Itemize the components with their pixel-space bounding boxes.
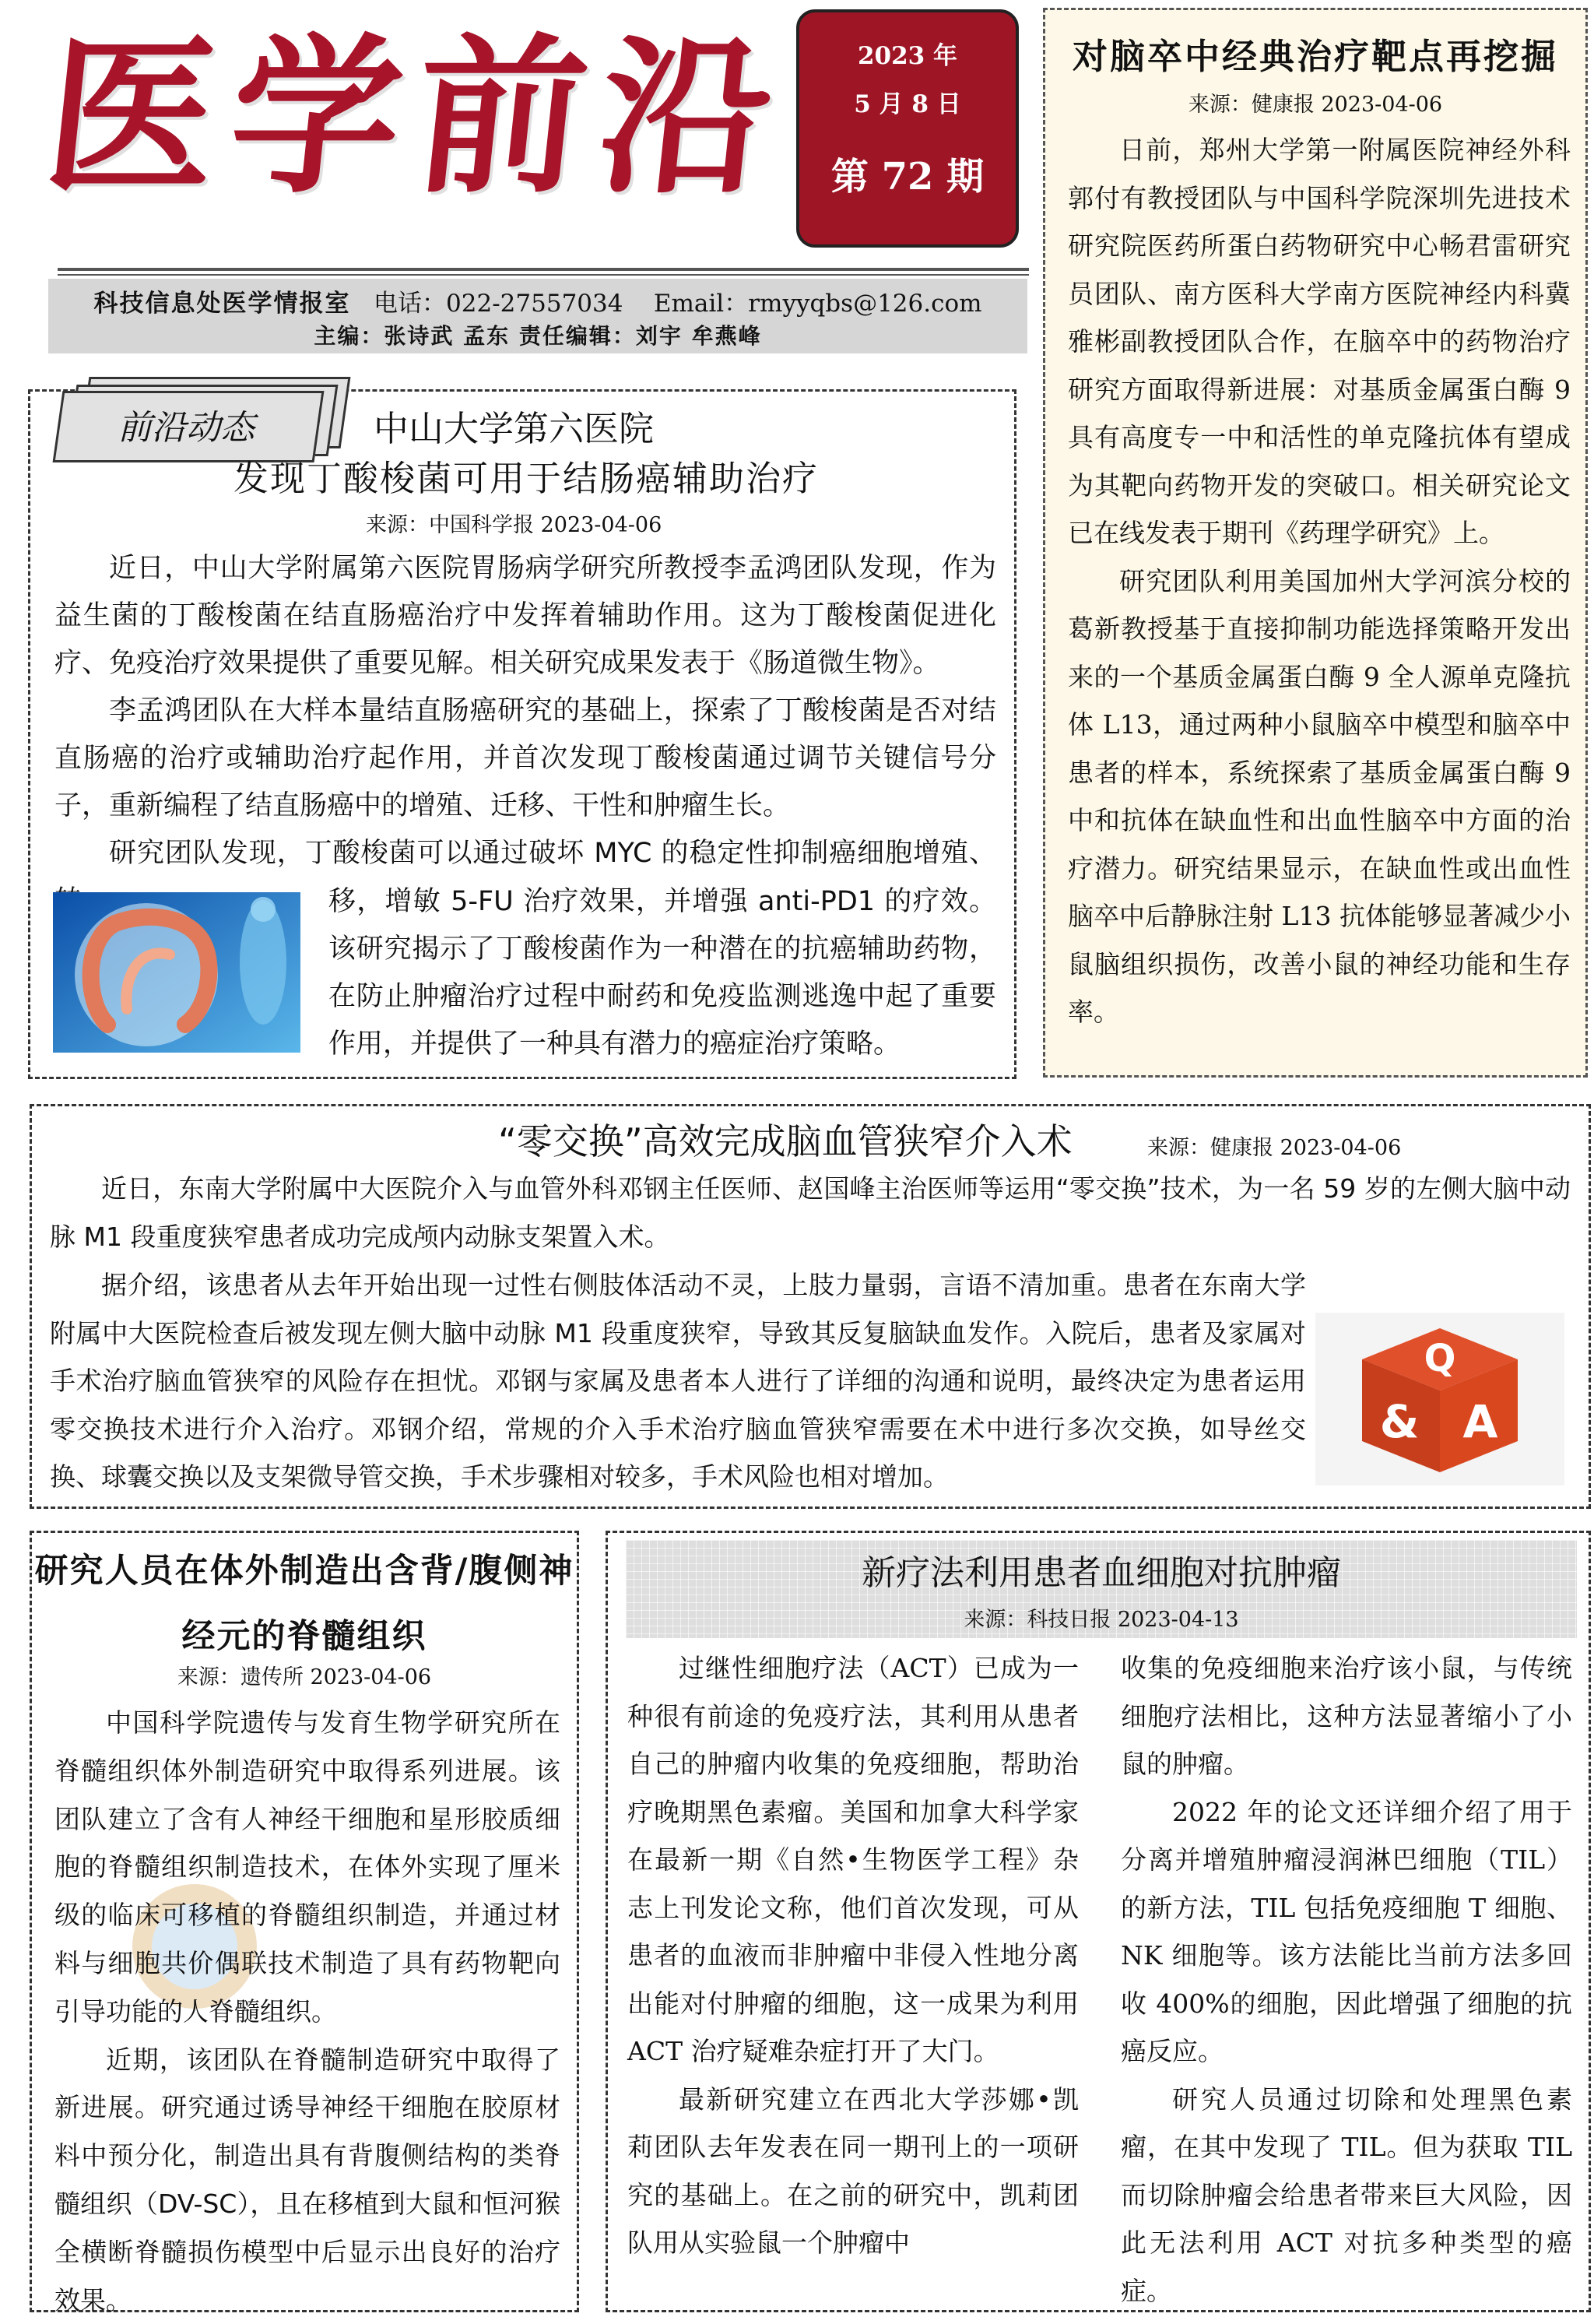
issue-date: 5 月 8 日 (854, 90, 961, 118)
paragraph: 日前，郑州大学第一附属医院神经外科郭付有教授团队与中国科学院深圳先进技术研究院医药所蛋白药物研究中心畅君雷研究员团队、南方医科大学南方医院神经内科冀雅彬副教授团队合作，在脑卒中的药物治疗研究方面取得新进展：对基质金属蛋白酶 9 具有高度专一中和活性的单克隆抗体有望成为其靶向药物开发的突破口。相关研究论文已在线发表于期刊《药理学研究》上。 (1068, 135, 1571, 548)
article-source: 来源：科技日报 2023-04-13 (964, 1608, 1239, 1632)
paragraph (50, 1165, 1571, 1260)
paragraph: 李孟鸿团队在大样本量结直肠癌研究的基础上，探索了丁酸梭菌是否对结直肠癌的治疗或辅助治疗起作用，并首次发现丁酸梭菌通过调节关键信号分子，重新编程了结直肠癌中的增殖、迁移、干性和肿瘤生长。 (54, 695, 996, 821)
issue-year: 2023 年 (857, 42, 958, 70)
article-title: “零交换”高效完成脑血管狭窄介入术 (498, 1120, 1073, 1162)
issue-badge (796, 9, 1019, 248)
editors-line: 主编：张诗武 孟东 责任编辑：刘宇 牟燕峰 (314, 323, 762, 349)
paragraph: 2022 年的论文还详细介绍了用于分离并增殖肿瘤浸润淋巴细胞（TIL）的新方法，TIL 包括免疫细胞 T 细胞、NK 细胞等。该方法能比当前方法多回收 400%的细胞，因此增强了细胞的抗癌反应。 (1121, 1796, 1572, 2066)
paragraph: 最新研究建立在西北大学莎娜•凯莉团队去年发表在同一期刊上的一项研究的基础上。在之前的研究中，凯莉团队用从实验鼠一个肿瘤中 (627, 2083, 1079, 2258)
paragraph: 近期，该团队在脊髓制造研究中取得了新进展。研究通过诱导神经干细胞在胶原材料中预分化，制造出具有背腹侧结构的类脊髓组织（DV-SC），且在移植到大鼠和恒河猴全横断脊髓损伤模型中后显示出良好的治疗效果。 (54, 2044, 560, 2315)
section-tag-label: 前沿动态 (118, 408, 255, 448)
article-column (1121, 1644, 1572, 2315)
contact-bar (48, 279, 1027, 353)
article-body (54, 1699, 560, 2324)
dice-letter: A (1462, 1395, 1498, 1448)
article-column (627, 1644, 1079, 2267)
masthead-char: 学 (220, 17, 412, 216)
paragraph: 中国科学院遗传与发育生物学研究所在脊髓组织体外制造研究中取得系列进展。该团队建立了含有人神经干细胞和星形胶质细胞的脊髓组织制造技术，在体外实现了厘米级的临床可移植的脊髓组织制造，并通过材料与细胞共价偶联技术制造了具有药物靶向引导功能的人脊髓组织。 (54, 1707, 560, 2027)
article-source: 来源：健康报 2023-04-06 (1188, 93, 1443, 117)
paragraph-text: 近日，东南大学附属中大医院介入与血管外科邓钢主任医师、赵国峰主治医师等运用“零交换”技术，为一名 59 岁的左侧大脑中动脉 M1 段重度狭窄患者成功完成颅内动脉支架置入术。 (50, 1173, 1571, 1252)
email-text: Email：rmyyqbs@126.com (653, 290, 982, 318)
paragraph: 研究团队发现，丁酸梭菌可以通过破坏 MYC 的稳定性抑制癌细胞增殖、 (109, 838, 996, 869)
masthead-char: 前 (406, 17, 597, 216)
article-title: 发现丁酸梭菌可用于结肠癌辅助治疗 (233, 458, 820, 499)
dice-letter: & (1379, 1395, 1420, 1448)
office-label: 科技信息处医学情报室 (93, 290, 351, 318)
article-title: 新疗法利用患者血细胞对抗肿瘤 (862, 1553, 1341, 1593)
article-source: 来源：中国科学报 2023-04-06 (366, 513, 662, 537)
article-title: 中山大学第六医院 (374, 408, 655, 449)
masthead-rule (58, 268, 1029, 271)
paragraph: 研究人员通过切除和处理黑色素瘤，在其中发现了 TIL。但为获取 TIL 而切除肿瘤会给患者带来巨大风险，因此无法利用 ACT 对抗多种类型的癌症。 (1121, 2083, 1572, 2306)
paragraph: 研究团队利用美国加州大学河滨分校的葛新教授基于直接抑制功能选择策略开发出来的一个基质金属蛋白酶 9 全人源单克隆抗体 L13，通过两种小鼠脑卒中模型和脑卒中患者的样本，系统探索了基质金属蛋白酶 9 中和抗体在缺血性和出血性脑卒中方面的治疗潜力。研究结果显示，在缺血性或出血性脑卒中后静脉注射 L13 抗体能够显著减少小鼠脑组织损伤，改善小鼠的神经功能和生存率。 (1068, 565, 1571, 1027)
article-body (1068, 126, 1571, 1036)
masthead-char: 医 (36, 17, 227, 216)
dice-letter: Q (1424, 1337, 1456, 1380)
paragraph: 收集的免疫细胞来治疗该小鼠，与传统细胞疗法相比，这种方法显著缩小了小鼠的肿瘤。 (1121, 1653, 1572, 1779)
masthead-char: 沿 (590, 17, 781, 216)
phone-text: 电话：022-27557034 (374, 290, 623, 318)
issue-number: 第 72 期 (830, 155, 985, 199)
article-source: 来源：健康报 2023-04-06 (1147, 1136, 1402, 1160)
paragraph: 近日，中山大学附属第六医院胃肠病学研究所教授李孟鸿团队发现，作为益生菌的丁酸梭菌在结直肠癌治疗中发挥着辅助作用。这为丁酸梭菌促进化疗、免疫治疗效果提供了重要见解。相关研究成果发表于《肠道微生物》。 (54, 553, 996, 679)
paragraph-text: 据介绍，该患者从去年开始出现一过性右侧肢体活动不灵，上肢力量弱，言语不清加重。患者在东南大学附属中大医院检查后被发现左侧大脑中动脉 M1 段重度狭窄，导致其反复脑缺血发作。入院后，患者及家属对手术治疗脑血管狭窄的风险存在担忧。邓钢与家属及患者本人进行了详细的沟通和说明，最终决定为患者运用零交换技术进行介入治疗。邓钢介绍，常规的介入手术治疗脑血管狭窄需要在术中进行多次交换，如导丝交换、球囊交换以及支架微导管交换，手术步骤相对较多，手术风险也相对增加。 (50, 1270, 1306, 1492)
article-body (54, 545, 996, 925)
qa-dice-icon (1315, 1313, 1564, 1485)
colon-anatomy-icon (53, 892, 300, 1053)
article-title: 对脑卒中经典治疗靶点再挖掘 (1072, 36, 1558, 77)
article-title: 研究人员在体外制造出含背/腹侧神经元的脊髓组织 (34, 1552, 574, 1656)
masthead-rule (58, 274, 1029, 276)
masthead-title (34, 0, 783, 234)
article-source: 来源：遗传所 2023-04-06 (177, 1665, 432, 1689)
paragraph: 过继性细胞疗法（ACT）已成为一种很有前途的免疫疗法，其利用从患者自己的肿瘤内收集的免疫细胞，帮助治疗晚期黑色素瘤。美国和加拿大科学家在最新一期《自然•生物医学工程》杂志上刊发论文称，他们首次发现，可从患者的血液而非肿瘤中非侵入性地分离出能对付肿瘤的细胞，这一成果为利用 ACT 治疗疑难杂症打开了大门。 (627, 1653, 1079, 2066)
paragraph: 移，增敏 5-FU 治疗效果，并增强 anti-PD1 的疗效。该研究揭示了丁酸梭菌作为一种潜在的抗癌辅助药物，在防止肿瘤治疗过程中耐药和免疫监测逃逸中起了重要作用，并提供了一种具有潜力的癌症治疗策略。 (328, 886, 996, 1060)
contact-line (48, 283, 1027, 318)
